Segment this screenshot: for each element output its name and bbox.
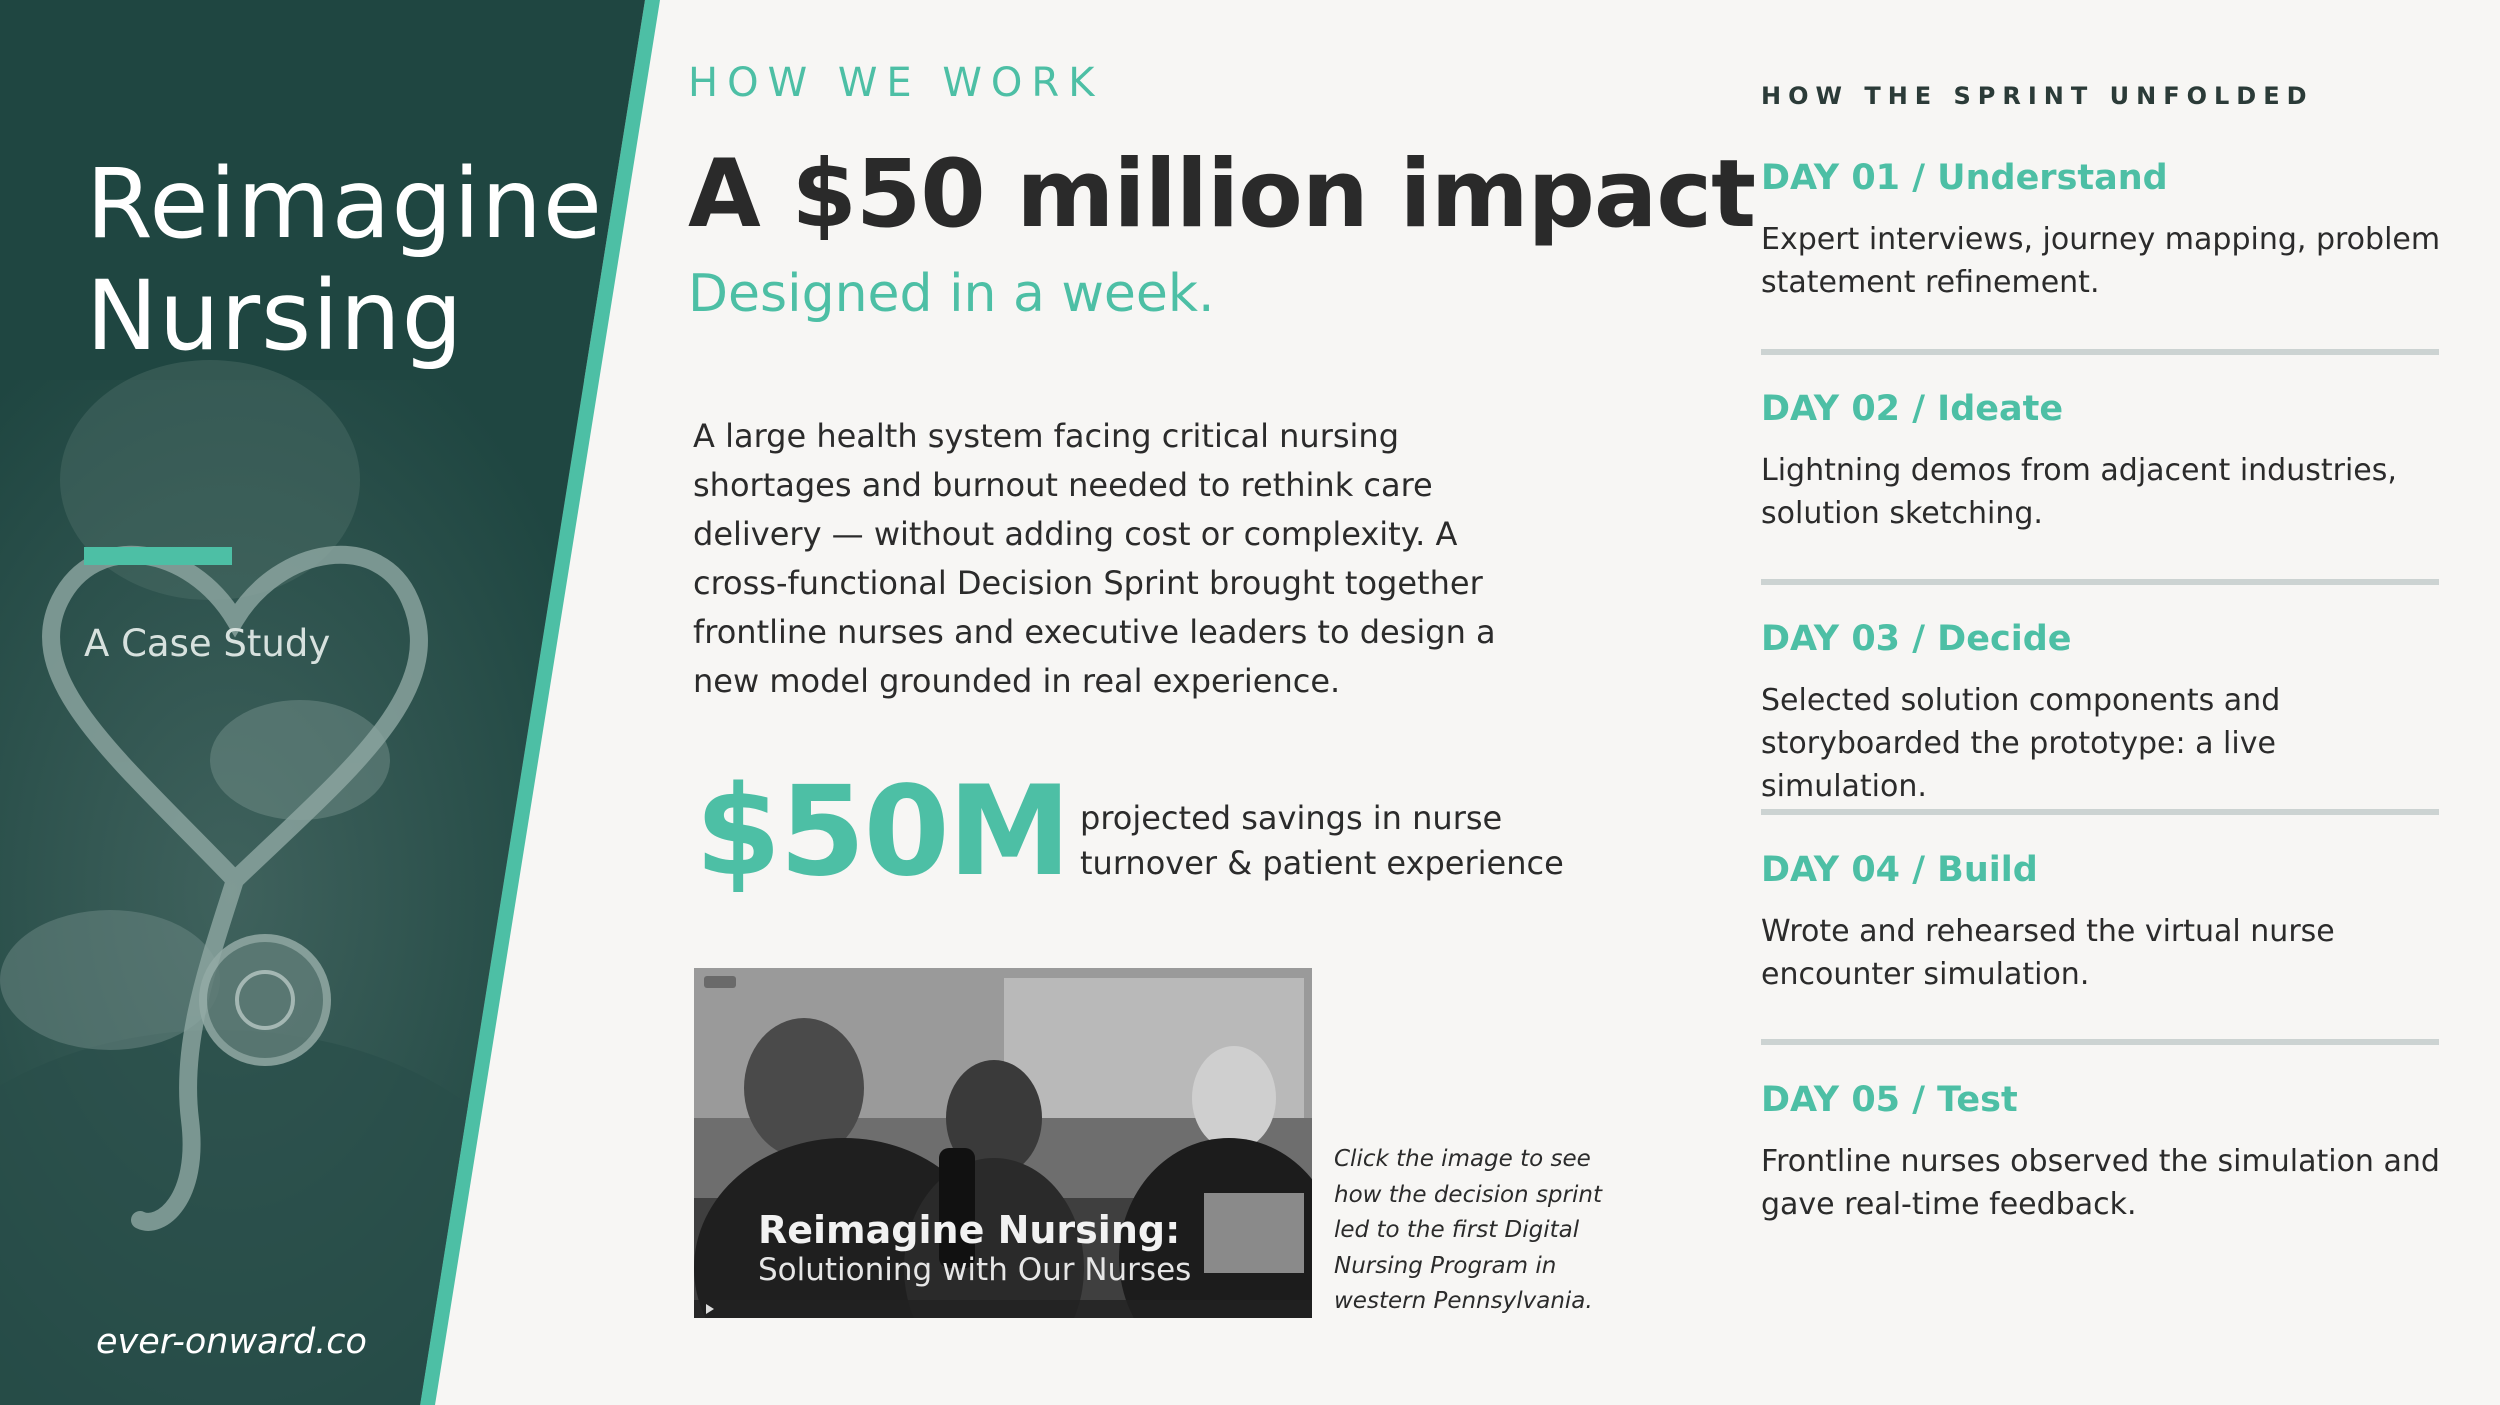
video-subtitle: Solutioning with Our Nurses: [758, 1252, 1192, 1288]
hero-panel: [0, 0, 660, 1405]
accent-bar: [84, 547, 232, 565]
day-title: DAY 02 / Ideate: [1761, 389, 2064, 429]
day-title: DAY 04 / Build: [1761, 850, 2038, 890]
site-url: ever-onward.co: [96, 1322, 367, 1362]
brand-title: [86, 148, 603, 372]
timeline-heading: HOW THE SPRINT UNFOLDED: [1761, 82, 2314, 110]
page-headline: A $50 million impact: [688, 140, 1756, 249]
video-progress-bar: [694, 1300, 1312, 1318]
brand-title-line-2: Nursing: [86, 260, 464, 372]
day-description: Expert interviews, journey mapping, problem statement refinement.: [1761, 222, 2441, 300]
timeline-day-3: [1761, 619, 2441, 808]
timeline-divider: [1761, 809, 2439, 815]
stat-caption: projected savings in nurse turnover & patient experience: [1080, 799, 1564, 882]
case-study-label: A Case Study: [84, 622, 331, 665]
day-title: DAY 01 / Understand: [1761, 158, 2168, 198]
timeline-day-2: [1761, 389, 2441, 535]
timeline-divider: [1761, 579, 2439, 585]
timeline-divider: [1761, 349, 2439, 355]
stethoscope-chestpiece-icon: [203, 938, 327, 1062]
day-title: DAY 05 / Test: [1761, 1080, 2018, 1120]
case-description: A large health system facing critical nursing shortages and burnout needed to rethink care delivery — without adding cost or complexity. A cross-functional Decision Sprint brought together frontline nurses and executive leaders to design a new model grounded in real experience.: [693, 417, 1496, 700]
stat-value: $50M: [695, 760, 1070, 904]
day-description: Selected solution components and storyboarded the prototype: a live simulation.: [1761, 683, 2281, 804]
day-title: DAY 03 / Decide: [1761, 619, 2072, 659]
video-caption: Click the image to see how the decision sprint led to the first Digital Nursing Program in western Pennsylvania.: [1334, 1146, 1602, 1314]
video-thumbnail[interactable]: [694, 968, 1312, 1318]
section-eyebrow: HOW WE WORK: [688, 60, 1104, 106]
day-description: Wrote and rehearsed the virtual nurse encounter simulation.: [1761, 914, 2335, 992]
video-title: Reimagine Nursing:: [758, 1208, 1181, 1252]
day-description: Lightning demos from adjacent industries, solution sketching.: [1761, 453, 2397, 531]
day-description: Frontline nurses observed the simulation and gave real-time feedback.: [1761, 1144, 2440, 1222]
window-controls-icon: [704, 976, 736, 988]
timeline-day-5: [1761, 1080, 2441, 1226]
timeline-divider: [1761, 1039, 2439, 1045]
page-subhead: Designed in a week.: [688, 264, 1215, 324]
timeline-day-1: [1761, 158, 2441, 304]
timeline-day-4: [1761, 850, 2441, 996]
brand-title-line-1: Reimagine: [86, 148, 603, 260]
